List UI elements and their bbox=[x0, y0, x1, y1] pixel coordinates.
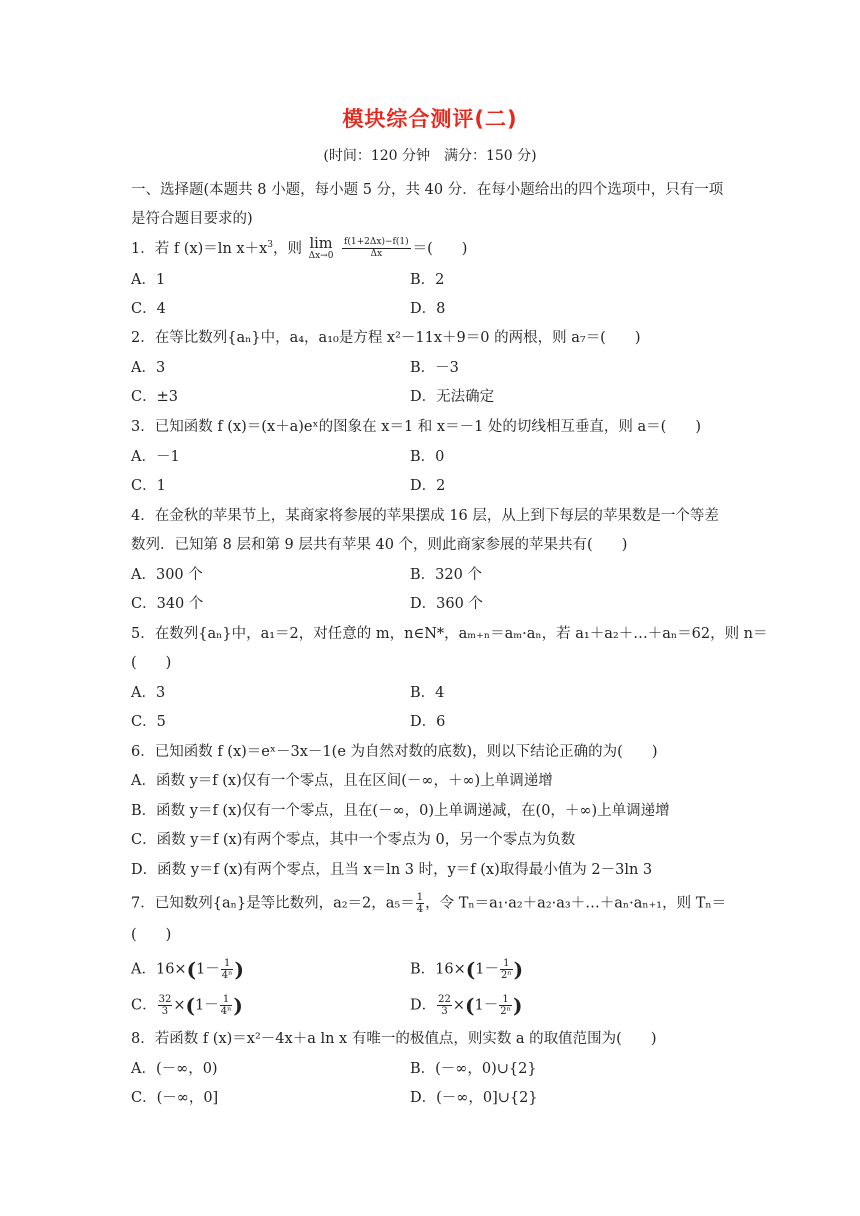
q1-option-d: D．8 bbox=[410, 301, 446, 317]
q7-b-lparen: ( bbox=[465, 957, 476, 982]
q7-a-lparen: ( bbox=[186, 957, 197, 982]
q2-option-b: B．－3 bbox=[410, 360, 459, 376]
q7-c-times: × bbox=[173, 997, 186, 1014]
q7-c-denominator: 4ⁿ bbox=[220, 1006, 232, 1017]
q7-c-coefficient bbox=[158, 994, 173, 1017]
q7-d-coef-numerator: 22 bbox=[438, 994, 451, 1005]
q7-option-a bbox=[131, 958, 244, 981]
question-4-stem-line2: 数列．已知第 8 层和第 9 层共有苹果 40 个，则此商家参展的苹果共有( ) bbox=[131, 537, 628, 553]
q7-a-numerator: 1 bbox=[221, 958, 234, 970]
q4-option-d: D．360 个 bbox=[410, 596, 483, 612]
q7-d-lparen: ( bbox=[465, 993, 475, 1018]
q7-option-d bbox=[410, 994, 522, 1017]
section-heading-line1: 一、选择题(本题共 8 小题，每小题 5 分，共 40 分．在每小题给出的四个选项中，只有一项 bbox=[131, 182, 724, 198]
q8-option-d: D．(－∞，0]∪{2} bbox=[410, 1090, 538, 1106]
q7-b-numerator: 1 bbox=[500, 958, 513, 970]
q7-b-denominator: 2ⁿ bbox=[500, 970, 512, 981]
q7-c-numerator: 1 bbox=[220, 994, 233, 1006]
q7-d-coef-denominator: 3 bbox=[441, 1006, 448, 1017]
q7-c-prefix: C． bbox=[131, 997, 157, 1014]
q7-b-rparen: ) bbox=[513, 957, 524, 982]
q8-option-c: C．(－∞，0] bbox=[131, 1090, 219, 1106]
q7-d-fraction bbox=[499, 994, 512, 1017]
section-heading-line2: 是符合题目要求的) bbox=[131, 211, 253, 227]
q1-option-a: A．1 bbox=[131, 272, 166, 288]
q7-d-rparen: ) bbox=[512, 993, 523, 1018]
limit-subscript: Δx→0 bbox=[308, 250, 334, 261]
question-7-stem-line1 bbox=[131, 892, 726, 915]
q1-option-c: C．4 bbox=[131, 301, 166, 317]
q3-option-b: B．0 bbox=[410, 449, 445, 465]
q6-option-d: D．函数 y＝f (x)有两个零点，且当 x＝ln 3 时，y＝f (x)取得最小值为 2－3ln 3 bbox=[131, 862, 653, 878]
q7-c-rparen: ) bbox=[233, 993, 243, 1018]
fraction-numerator: f(1+2Δx)−f(1) bbox=[344, 237, 409, 248]
q2-option-c: C．±3 bbox=[131, 389, 178, 405]
q7-a-denominator: 4ⁿ bbox=[221, 970, 233, 981]
page-title: 模块综合测评(二) bbox=[342, 107, 518, 131]
q1-text-c: ＝( ) bbox=[412, 240, 468, 257]
q4-option-c: C．340 个 bbox=[131, 596, 204, 612]
q1-text-b: ，则 bbox=[272, 240, 302, 257]
q7-c-one: 1－ bbox=[194, 997, 219, 1014]
limit-word: lim bbox=[309, 235, 333, 252]
q1-text-a: 1．若 f (x)＝ln x＋x bbox=[131, 240, 268, 257]
question-7-stem-line2: ( ) bbox=[131, 927, 172, 943]
q6-option-b: B．函数 y＝f (x)仅有一个零点，且在(－∞，0)上单调递减，在(0，＋∞)上单调递增 bbox=[131, 803, 670, 819]
q7-d-times: × bbox=[452, 997, 466, 1014]
q8-option-b: B．(－∞，0)∪{2} bbox=[410, 1061, 537, 1077]
exam-info: (时间：120 分钟 满分：150 分) bbox=[323, 148, 537, 164]
q7-b-one: 1－ bbox=[475, 961, 499, 978]
q6-option-c: C．函数 y＝f (x)有两个零点，其中一个零点为 0，另一个零点为负数 bbox=[131, 832, 576, 848]
question-2-stem: 2．在等比数列{aₙ}中，a₄，a₁₀是方程 x²－11x＋9＝0 的两根，则 a₇＝( ) bbox=[131, 330, 641, 346]
q7-b-fraction bbox=[500, 958, 513, 981]
q7-text-a: 7．已知数列{aₙ}是等比数列，a₂＝2，a₅＝ bbox=[131, 895, 415, 912]
q7-text-b: ，令 Tₙ＝a₁·a₂＋a₂·a₃＋…＋aₙ·aₙ₊₁，则 Tₙ＝ bbox=[425, 895, 727, 912]
q1-exponent: 3 bbox=[267, 240, 273, 250]
question-3-stem: 3．已知函数 f (x)＝(x＋a)eˣ的图象在 x＝1 和 x＝－1 处的切线相互垂直，则 a＝( ) bbox=[131, 419, 701, 435]
q7-d-prefix: D． bbox=[410, 997, 437, 1014]
q7-fraction-numerator: 1 bbox=[416, 892, 424, 903]
q4-option-b: B．320 个 bbox=[410, 567, 482, 583]
q7-c-fraction bbox=[220, 994, 233, 1017]
limit-expression bbox=[309, 237, 334, 261]
q7-fraction-denominator: 4 bbox=[416, 904, 424, 915]
limit-fraction bbox=[342, 237, 411, 260]
q7-c-lparen: ( bbox=[185, 993, 195, 1018]
question-6-stem: 6．已知函数 f (x)＝eˣ－3x－1(e 为自然对数的底数)，则以下结论正确的为( ) bbox=[131, 744, 658, 760]
q5-option-a: A．3 bbox=[131, 685, 166, 701]
question-5-stem-line1: 5．在数列{aₙ}中，a₁＝2，对任意的 m，n∈N*，aₘ₊ₙ＝aₘ·aₙ，若 a₁＋a₂＋…＋aₙ＝62，则 n＝ bbox=[131, 626, 768, 642]
q7-a-fraction bbox=[221, 958, 234, 981]
q7-a-prefix: A．16× bbox=[131, 961, 187, 978]
q7-fraction bbox=[416, 892, 424, 915]
question-8-stem: 8．若函数 f (x)＝x²－4x＋a ln x 有唯一的极值点，则实数 a 的取值范围为( ) bbox=[131, 1031, 657, 1047]
q5-option-d: D．6 bbox=[410, 714, 446, 730]
q5-option-c: C．5 bbox=[131, 714, 166, 730]
q2-option-d: D．无法确定 bbox=[410, 389, 495, 405]
q5-option-b: B．4 bbox=[410, 685, 445, 701]
q7-option-c bbox=[131, 994, 243, 1017]
q7-option-b bbox=[410, 958, 523, 981]
q4-option-a: A．300 个 bbox=[131, 567, 203, 583]
q7-a-rparen: ) bbox=[234, 957, 244, 982]
q3-option-c: C．1 bbox=[131, 478, 166, 494]
q7-d-numerator: 1 bbox=[499, 994, 512, 1006]
question-5-stem-line2: ( ) bbox=[131, 655, 172, 671]
q8-option-a: A．(－∞，0) bbox=[131, 1061, 218, 1077]
question-1-stem bbox=[131, 235, 467, 261]
q7-c-coef-denominator: 3 bbox=[161, 1006, 169, 1017]
q7-d-one: 1－ bbox=[474, 997, 499, 1014]
q7-b-prefix: B．16× bbox=[410, 961, 466, 978]
fraction-denominator: Δx bbox=[370, 249, 383, 260]
q7-d-coefficient bbox=[437, 994, 452, 1017]
q7-d-denominator: 2ⁿ bbox=[500, 1006, 511, 1017]
q1-option-b: B．2 bbox=[410, 272, 445, 288]
q7-c-coef-numerator: 32 bbox=[158, 994, 172, 1005]
question-4-stem-line1: 4．在金秋的苹果节上，某商家将参展的苹果摆成 16 层，从上到下每层的苹果数是一个等差 bbox=[131, 508, 719, 524]
q3-option-a: A．－1 bbox=[131, 449, 180, 465]
q2-option-a: A．3 bbox=[131, 360, 166, 376]
q7-a-one: 1－ bbox=[196, 961, 220, 978]
q6-option-a: A．函数 y＝f (x)仅有一个零点，且在区间(－∞，＋∞)上单调递增 bbox=[131, 773, 553, 789]
q3-option-d: D．2 bbox=[410, 478, 446, 494]
